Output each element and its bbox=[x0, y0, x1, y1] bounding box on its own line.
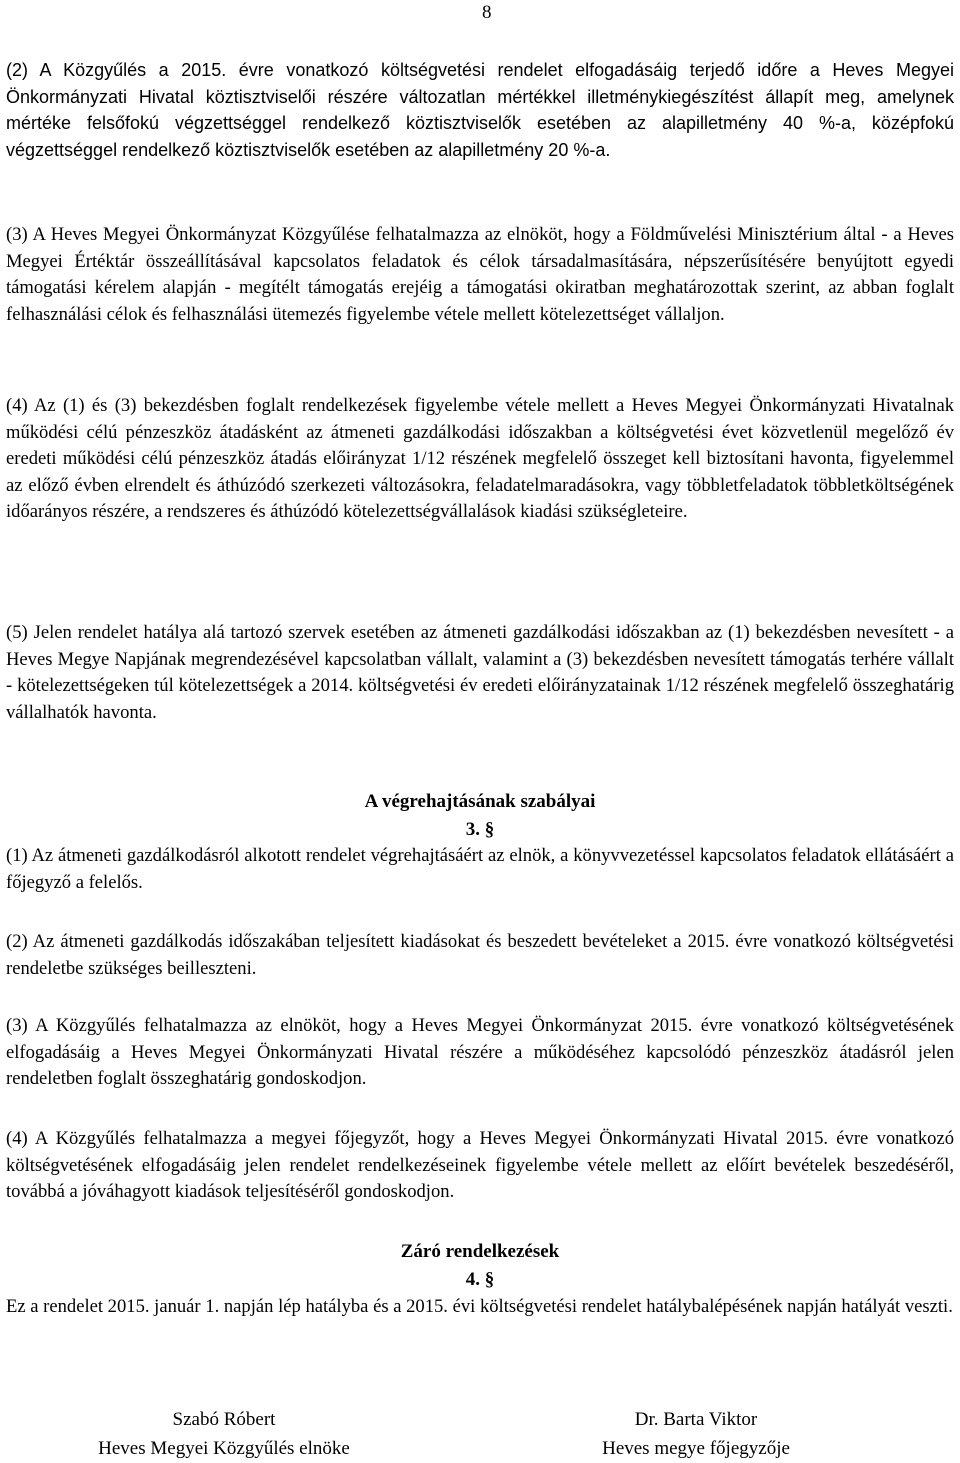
paragraph-3: (3) A Heves Megyei Önkormányzat Közgyűlése felhatalmazza az elnököt, hogy a Földművelési Minisztérium által - a Heves Megyei Értéktár összeállításával kapcsolatos feladatok és célok társadalmasítására, népszerűsítésére benyújtott egyedi támogatási kérelem alapján - megítélt támogatás erejéig a támogatási okiratban meghatározottak szerint, az abban foglalt felhasználási célok és felhasználási ütemezés figyelembe vétele mellett kötelezettséget vállaljon. bbox=[6, 224, 954, 325]
section-3-paragraph-4: (4) A Közgyűlés felhatalmazza a megyei főjegyzőt, hogy a Heves Megyei Önkormányzati Hivatal 2015. évre vonatkozó költségvetésének elfogadásáig jelen rendelet rendelkezéseinek figyelembe vétele mellett az előírt bevételek beszedéséről, továbbá a jóváhagyott kiadások teljesítéséről gondoskodjon. bbox=[6, 1128, 954, 1203]
section-4-paragraph-1: Ez a rendelet 2015. január 1. napján lép hatályba és a 2015. évi költségvetési rendelet hatálybalépésének napján hatályát veszti. bbox=[6, 1296, 953, 1317]
signature-left-title: Heves Megyei Közgyűlés elnöke bbox=[98, 1438, 350, 1459]
signature-right bbox=[526, 1405, 866, 1463]
section-3-paragraph-2: (2) Az átmeneti gazdálkodás időszakában teljesített kiadásokat és beszedett bevételeket a 2015. évre vonatkozó költségvetési rendeletbe szükséges beilleszteni. bbox=[6, 931, 954, 979]
paragraph-4: (4) Az (1) és (3) bekezdésben foglalt rendelkezések figyelembe vétele mellett a Heves Megyei Önkormányzati Hivatalnak működési célú pénzeszköz átadásként az átmeneti gazdálkodási időszakban a költségvetési évet közvetlenül megelőző év eredeti működési célú pénzeszköz átadás előirányzat 1/12 részének megfelelő összeget kell biztosítani havonta, figyelemmel az előző évben elrendelt és áthúzódó szerkezeti változásokra, feladatelmaradásokra, vagy többletfeladatok többletköltségének időarányos részére, a rendszeres és áthúzódó kötelezettségvállalások kiadási szükségleteire. bbox=[6, 395, 954, 523]
section-4-number: 4. § bbox=[465, 1269, 495, 1290]
signature-right-title: Heves megye főjegyzője bbox=[602, 1438, 790, 1459]
section-3-number: 3. § bbox=[465, 819, 495, 840]
paragraph-5: (5) Jelen rendelet hatálya alá tartozó szervek esetében az átmeneti gazdálkodási időszakban az (1) bekezdésben nevesített - a Heves Megye Napjának megrendezésével kapcsolatban vállalt, valamint a (3) bekezdésben nevesített támogatás terhére vállalt - kötelezettségeken túl kötelezettségek a 2014. költségvetési év eredeti előirányzatainak 1/12 részének megfelelő összeghatárig vállalhatók havonta. bbox=[6, 622, 954, 723]
signature-right-name: Dr. Barta Viktor bbox=[634, 1409, 758, 1430]
signature-left-name: Szabó Róbert bbox=[172, 1409, 276, 1430]
signature-left bbox=[54, 1405, 394, 1463]
section-4-title: Záró rendelkezések bbox=[400, 1241, 560, 1262]
page-number: 8 bbox=[482, 2, 492, 23]
paragraph-2: (2) A Közgyűlés a 2015. évre vonatkozó költségvetési rendelet elfogadásáig terjedő időre a Heves Megyei Önkormányzati Hivatal köztisztviselői részére változatlan mértékkel illetménykiegészítést állapít meg, amelynek mértéke felsőfokú végzettséggel rendelkező köztisztviselők esetében az alapilletmény 40 %-a, középfokú végzettséggel rendelkező köztisztviselők esetében az alapilletmény 20 %-a. bbox=[6, 60, 954, 160]
section-3-paragraph-1: (1) Az átmeneti gazdálkodásról alkotott rendelet végrehajtásáért az elnök, a könyvvezetéssel kapcsolatos feladatok ellátásáért a főjegyző a felelős. bbox=[6, 845, 954, 893]
section-3-paragraph-3: (3) A Közgyűlés felhatalmazza az elnököt, hogy a Heves Megyei Önkormányzat 2015. évre vonatkozó költségvetésének elfogadásáig a Heves Megyei Önkormányzati Hivatal részére a működéséhez kapcsolódó pénzeszköz átadásról jelen rendeletben foglalt összeghatárig gondoskodjon. bbox=[6, 1015, 954, 1090]
section-3-title: A végrehajtásának szabályai bbox=[364, 791, 596, 812]
